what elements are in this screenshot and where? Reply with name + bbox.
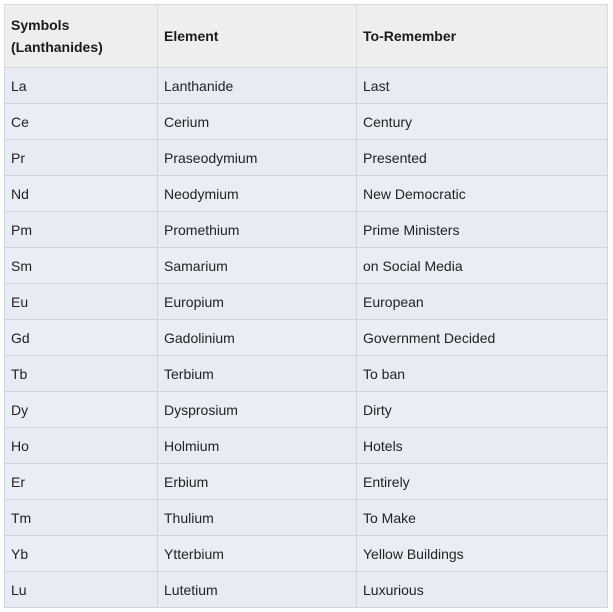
- element-cell: Cerium: [158, 104, 357, 140]
- table-row: [5, 248, 608, 284]
- element-cell: Terbium: [158, 356, 357, 392]
- element-cell: Neodymium: [158, 176, 357, 212]
- to-remember-cell: on Social Media: [357, 248, 608, 284]
- table-row: [5, 572, 608, 608]
- header-symbols: [5, 5, 158, 68]
- symbol-cell: Dy: [5, 392, 158, 428]
- symbol-cell: Lu: [5, 572, 158, 608]
- symbol-cell: Pm: [5, 212, 158, 248]
- table-row: [5, 320, 608, 356]
- element-cell: Holmium: [158, 428, 357, 464]
- table-row: [5, 500, 608, 536]
- table-header: [5, 5, 608, 68]
- table-row: [5, 104, 608, 140]
- to-remember-cell: Yellow Buildings: [357, 536, 608, 572]
- table-row: [5, 392, 608, 428]
- table-row: [5, 68, 608, 104]
- element-cell: Erbium: [158, 464, 357, 500]
- to-remember-cell: European: [357, 284, 608, 320]
- table-row: [5, 428, 608, 464]
- symbol-cell: Sm: [5, 248, 158, 284]
- to-remember-cell: New Democratic: [357, 176, 608, 212]
- symbol-cell: Ho: [5, 428, 158, 464]
- to-remember-cell: Luxurious: [357, 572, 608, 608]
- element-cell: Europium: [158, 284, 357, 320]
- symbol-cell: Tm: [5, 500, 158, 536]
- to-remember-cell: Presented: [357, 140, 608, 176]
- symbol-cell: Eu: [5, 284, 158, 320]
- table-row: [5, 176, 608, 212]
- element-cell: Praseodymium: [158, 140, 357, 176]
- to-remember-cell: Entirely: [357, 464, 608, 500]
- element-cell: Ytterbium: [158, 536, 357, 572]
- symbol-cell: Ce: [5, 104, 158, 140]
- table-row: [5, 284, 608, 320]
- symbol-cell: Er: [5, 464, 158, 500]
- header-row: [5, 5, 608, 68]
- element-cell: Thulium: [158, 500, 357, 536]
- header-symbols-line2: (Lanthanides): [11, 39, 103, 55]
- element-cell: Samarium: [158, 248, 357, 284]
- table-row: [5, 140, 608, 176]
- symbol-cell: La: [5, 68, 158, 104]
- element-cell: Lanthanide: [158, 68, 357, 104]
- table-row: [5, 212, 608, 248]
- header-to-remember: To-Remember: [357, 5, 608, 68]
- symbol-cell: Tb: [5, 356, 158, 392]
- to-remember-cell: To ban: [357, 356, 608, 392]
- element-cell: Dysprosium: [158, 392, 357, 428]
- symbol-cell: Yb: [5, 536, 158, 572]
- table-row: [5, 536, 608, 572]
- to-remember-cell: To Make: [357, 500, 608, 536]
- to-remember-cell: Last: [357, 68, 608, 104]
- element-cell: Lutetium: [158, 572, 357, 608]
- table-body: [5, 68, 608, 608]
- table-row: [5, 464, 608, 500]
- to-remember-cell: Century: [357, 104, 608, 140]
- to-remember-cell: Hotels: [357, 428, 608, 464]
- header-symbols-line1: Symbols: [11, 17, 70, 33]
- element-cell: Promethium: [158, 212, 357, 248]
- symbol-cell: Gd: [5, 320, 158, 356]
- lanthanides-mnemonic-table-container: [4, 4, 607, 608]
- header-element: Element: [158, 5, 357, 68]
- element-cell: Gadolinium: [158, 320, 357, 356]
- to-remember-cell: Government Decided: [357, 320, 608, 356]
- to-remember-cell: Prime Ministers: [357, 212, 608, 248]
- to-remember-cell: Dirty: [357, 392, 608, 428]
- lanthanides-mnemonic-table: [4, 4, 608, 608]
- symbol-cell: Nd: [5, 176, 158, 212]
- symbol-cell: Pr: [5, 140, 158, 176]
- table-row: [5, 356, 608, 392]
